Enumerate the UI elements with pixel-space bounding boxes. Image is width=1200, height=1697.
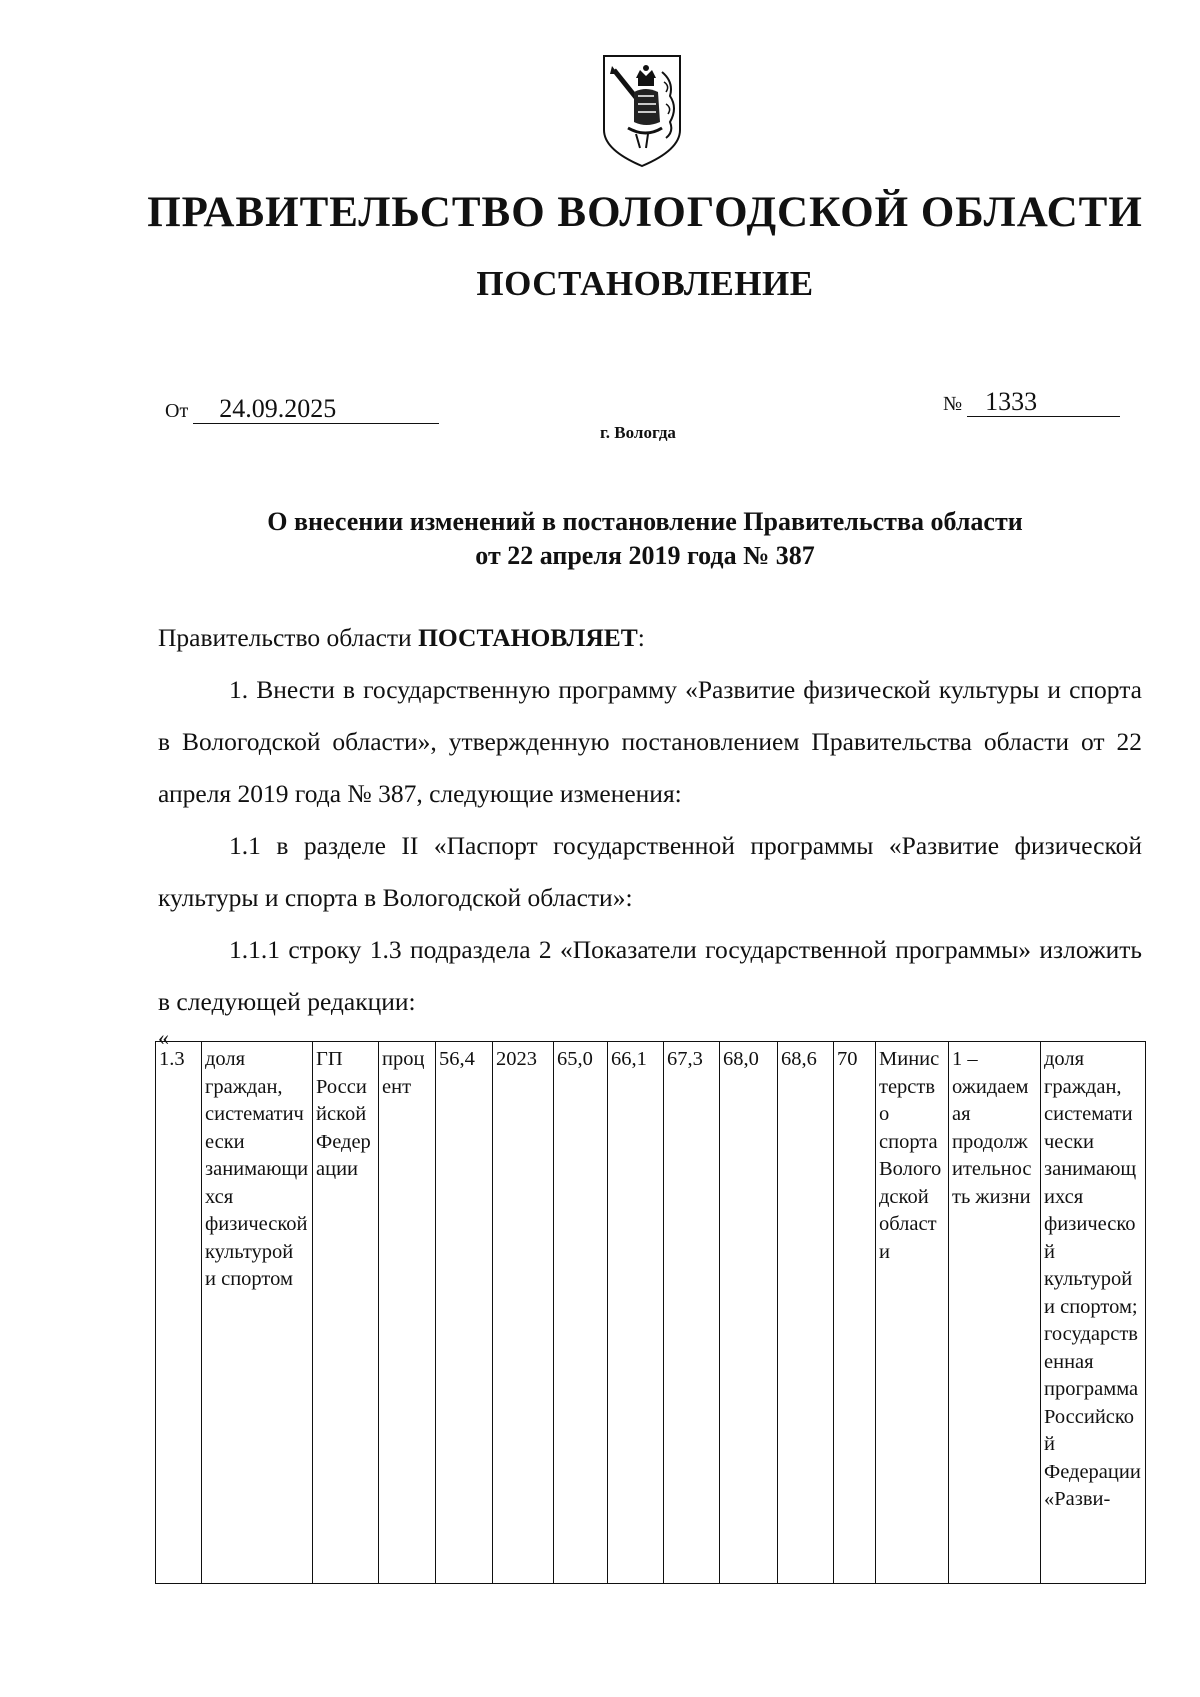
document-type: ПОСТАНОВЛЕНИЕ — [476, 264, 814, 303]
table-cell: 1 – ожидаемая продолжительность жизни — [949, 1042, 1041, 1584]
intro-decree: ПОСТАНОВЛЯЕТ — [418, 623, 638, 652]
quote-open: « — [158, 1025, 169, 1050]
subject-line-2: от 22 апреля 2019 года № 387 — [475, 541, 815, 570]
table-row — [156, 1042, 1146, 1584]
intro-text: Правительство области — [158, 623, 419, 652]
intro-end: : — [637, 623, 645, 652]
table-cell: 1.3 — [156, 1042, 202, 1584]
subject — [0, 505, 1200, 573]
paragraph-1-1-1: 1.1.1 строку 1.3 подраздела 2 «Показатели государственной программы» изложить в следующей редакции: — [158, 935, 1142, 1016]
table-cell: доля граждан, систематически занимающихся физической культурой и спортом; государственная программа Российской Федерации «Разви- — [1041, 1042, 1146, 1584]
table-cell: 2023 — [493, 1042, 554, 1584]
paragraph-1: 1. Внести в государственную программу «Развитие физической культуры и спорта в Вологодской области», утвержденную постановлением Правительства области от 22 апреля 2019 года № 387, следующие изменения: — [158, 675, 1142, 808]
table-cell: 68,6 — [778, 1042, 834, 1584]
document-body — [158, 612, 1142, 1028]
date-value: 24.09.2025 — [193, 395, 439, 424]
indicator-table — [155, 1041, 1146, 1584]
table-cell: ГП Российской Федерации — [313, 1042, 379, 1584]
table-cell: 65,0 — [554, 1042, 608, 1584]
coat-of-arms-icon — [600, 52, 684, 170]
table-cell: 67,3 — [664, 1042, 720, 1584]
paragraph-1-1: 1.1 в разделе II «Паспорт государственной программы «Развитие физической культуры и спорта в Вологодской области»: — [158, 831, 1142, 912]
number-value: 1333 — [967, 388, 1120, 417]
subject-line-1: О внесении изменений в постановление Правительства области — [267, 507, 1023, 536]
date-prefix: От — [165, 400, 189, 422]
number-prefix: № — [943, 393, 963, 415]
table-cell: 66,1 — [608, 1042, 664, 1584]
table-cell: доля граждан, систематически занимающихся физической культурой и спортом — [202, 1042, 313, 1584]
date-block — [165, 395, 439, 424]
city: г. Вологда — [600, 423, 676, 442]
table-cell: 56,4 — [436, 1042, 493, 1584]
table-cell: 70 — [834, 1042, 876, 1584]
table-cell: процент — [379, 1042, 436, 1584]
government-title: ПРАВИТЕЛЬСТВО ВОЛОГОДСКОЙ ОБЛАСТИ — [147, 189, 1143, 236]
number-block — [943, 388, 1120, 417]
table-cell: Министерство спорта Вологодской области — [876, 1042, 949, 1584]
table-cell: 68,0 — [720, 1042, 778, 1584]
intro-paragraph — [158, 612, 1142, 664]
